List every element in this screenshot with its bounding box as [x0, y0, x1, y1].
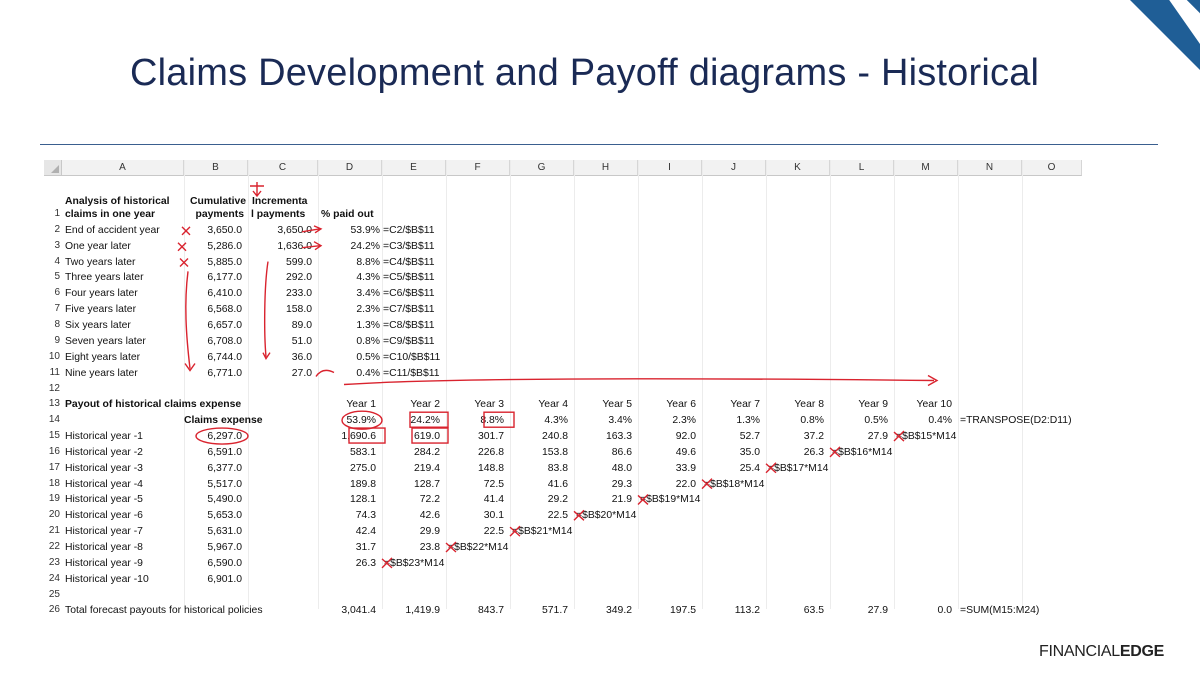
payout-value: 49.6	[675, 446, 696, 458]
incremental-value: 1,636.0	[277, 240, 312, 252]
row-number[interactable]: 1	[54, 208, 60, 219]
pct-formula: =C9/$B$11	[383, 335, 435, 347]
total-value: 197.5	[669, 605, 696, 617]
gridline	[1022, 160, 1023, 609]
row-number[interactable]: 25	[48, 588, 60, 600]
payout-value: 52.7	[739, 431, 760, 443]
historical-year-label: Historical year -5	[65, 494, 143, 506]
column-header[interactable]: B	[184, 160, 248, 176]
payout-value: 42.4	[355, 526, 376, 538]
column-header[interactable]: N	[958, 160, 1022, 176]
historical-year-label: Historical year -3	[65, 462, 143, 474]
pct-row-value: 0.5%	[864, 415, 888, 427]
brand-logo	[1039, 643, 1164, 661]
row-number[interactable]: 17	[48, 461, 60, 473]
payout-formula: =$B$17*M14	[768, 462, 829, 474]
spreadsheet	[44, 160, 1159, 625]
pct-row-value: 3.4%	[608, 415, 632, 427]
year-header: Year 3	[474, 399, 504, 411]
header-analysis-line1: Analysis of historical	[65, 196, 170, 207]
payout-value: 619.0	[413, 431, 440, 443]
gridline	[638, 160, 639, 609]
header-cumulative-line2: payments	[195, 209, 244, 220]
row-number[interactable]: 22	[48, 541, 60, 552]
incremental-value: 158.0	[285, 304, 312, 316]
pct-row-value: 24.2%	[410, 415, 440, 427]
cumulative-value: 3,650.0	[207, 224, 242, 236]
row-label: Four years later	[65, 288, 138, 300]
payout-value: 25.4	[739, 462, 760, 474]
row-number[interactable]: 14	[48, 414, 60, 426]
slide-title: Claims Development and Payoff diagrams - Historical	[130, 52, 1040, 94]
cumulative-value: 6,708.0	[207, 335, 242, 347]
total-value: 27.9	[867, 605, 888, 617]
claims-expense-value: 6,297.0	[207, 431, 242, 443]
total-value: 571.7	[541, 605, 568, 617]
total-value: 63.5	[803, 605, 824, 617]
row-number[interactable]: 7	[54, 303, 60, 315]
payout-value: 31.7	[355, 542, 376, 553]
payout-value: 21.9	[611, 494, 632, 506]
payout-value: 22.5	[547, 510, 568, 522]
payout-value: 33.9	[675, 462, 696, 474]
payout-value: 72.2	[419, 494, 440, 506]
column-header[interactable]: D	[318, 160, 382, 176]
claims-expense-value: 5,517.0	[207, 478, 242, 490]
claims-expense-value: 5,967.0	[207, 542, 242, 553]
total-value: 113.2	[734, 605, 760, 617]
year-header: Year 6	[666, 399, 696, 411]
incremental-value: 89.0	[291, 319, 312, 331]
row-label: Two years later	[65, 256, 136, 268]
payout-value: 41.4	[483, 494, 504, 506]
year-header: Year 1	[346, 399, 376, 411]
row-label: Seven years later	[65, 335, 146, 347]
row-number[interactable]: 4	[54, 255, 60, 267]
historical-year-label: Historical year -8	[65, 542, 143, 553]
cumulative-value: 6,771.0	[207, 367, 242, 379]
historical-year-label: Historical year -4	[65, 478, 143, 490]
historical-year-label: Historical year -10	[65, 573, 149, 585]
payout-value: 26.3	[803, 446, 824, 458]
payout-value: 29.3	[611, 478, 632, 490]
row-number[interactable]: 9	[54, 334, 60, 346]
pct-paid-value: 1.3%	[356, 319, 380, 331]
column-header[interactable]: I	[638, 160, 702, 176]
payout-value: 22.0	[675, 478, 696, 490]
row-label: Six years later	[65, 319, 131, 331]
cumulative-value: 6,568.0	[207, 304, 242, 316]
payout-value: 48.0	[611, 462, 632, 474]
pct-formula: =C2/$B$11	[383, 224, 435, 236]
header-incremental-line2: l payments	[251, 209, 306, 220]
column-header[interactable]: K	[766, 160, 830, 176]
row-number[interactable]: 24	[48, 572, 60, 584]
pct-formula: =C6/$B$11	[383, 288, 435, 300]
pct-paid-value: 4.3%	[356, 272, 380, 284]
cumulative-value: 5,885.0	[207, 256, 242, 268]
pct-paid-value: 0.8%	[356, 335, 380, 347]
payout-value: 74.3	[355, 510, 376, 522]
row-label: One year later	[65, 240, 131, 252]
payout-formula: =$B$15*M14	[896, 431, 957, 443]
payout-formula: =$B$19*M14	[640, 494, 701, 506]
gridline	[894, 160, 895, 609]
pct-row-value: 2.3%	[672, 415, 696, 427]
row-label: Five years later	[65, 304, 137, 316]
row-number[interactable]: 12	[48, 382, 60, 394]
row-number[interactable]: 23	[48, 556, 60, 568]
historical-year-label: Historical year -6	[65, 510, 143, 522]
payout-value: 275.0	[349, 462, 376, 474]
row-label: End of accident year	[65, 224, 160, 236]
year-header: Year 8	[794, 399, 824, 411]
total-value: 349.2	[605, 605, 632, 617]
payout-value: 26.3	[355, 557, 376, 569]
gridline	[510, 160, 511, 609]
payout-value: 92.0	[675, 431, 696, 443]
row-number[interactable]: 26	[48, 604, 60, 616]
row-label: Three years later	[65, 272, 144, 284]
payout-value: 128.7	[413, 478, 440, 490]
total-value: 0.0	[937, 605, 952, 617]
cumulative-value: 6,410.0	[207, 288, 242, 300]
payout-value: 128.1	[349, 494, 376, 506]
pct-row-value: 4.3%	[544, 415, 568, 427]
incremental-value: 36.0	[291, 351, 312, 363]
pct-row-value: 8.8%	[480, 415, 504, 427]
total-label: Total forecast payouts for historical policies	[65, 605, 263, 617]
row-number[interactable]: 3	[54, 239, 60, 251]
header-analysis-line2: claims in one year	[65, 209, 156, 220]
payout-value: 153.8	[541, 446, 568, 458]
total-value: 3,041.4	[341, 605, 376, 617]
payout-value: 189.8	[349, 478, 376, 490]
historical-year-label: Historical year -1	[65, 431, 143, 443]
incremental-value: 51.0	[291, 335, 312, 347]
pct-row-value: 53.9%	[346, 415, 376, 427]
pct-formula: =C5/$B$11	[383, 272, 435, 284]
payout-value: 23.8	[419, 542, 440, 553]
payout-value: 29.2	[547, 494, 568, 506]
pct-formula: =C10/$B$11	[383, 351, 441, 363]
payout-value: 72.5	[483, 478, 504, 490]
claims-expense-value: 6,590.0	[207, 557, 242, 569]
pct-row-value: 1.3%	[736, 415, 760, 427]
payout-value: 226.8	[477, 446, 504, 458]
pct-paid-value: 53.9%	[350, 224, 380, 236]
pct-formula: =C7/$B$11	[383, 304, 435, 316]
cumulative-value: 6,657.0	[207, 319, 242, 331]
title-divider	[40, 144, 1158, 145]
column-header[interactable]: M	[894, 160, 958, 176]
payout-value: 22.5	[483, 526, 504, 538]
header-pct-paid: % paid out	[321, 209, 374, 220]
row-number[interactable]: 10	[48, 350, 60, 362]
historical-year-label: Historical year -7	[65, 526, 143, 538]
payout-value: 27.9	[867, 431, 888, 443]
payout-value: 35.0	[739, 446, 760, 458]
payout-formula: =$B$21*M14	[512, 526, 573, 538]
pct-paid-value: 2.3%	[356, 304, 380, 316]
pct-formula: =C3/$B$11	[383, 240, 435, 252]
year-header: Year 4	[538, 399, 568, 411]
column-header[interactable]: F	[446, 160, 510, 176]
payout-value: 86.6	[611, 446, 632, 458]
claims-expense-value: 6,591.0	[207, 446, 242, 458]
payout-formula: =$B$18*M14	[704, 478, 765, 490]
row-number[interactable]: 13	[48, 398, 60, 410]
payout-value: 284.2	[413, 446, 440, 458]
claims-expense-value: 5,653.0	[207, 510, 242, 522]
payout-formula: =$B$22*M14	[448, 542, 509, 553]
row-number[interactable]: 20	[48, 509, 60, 521]
gridline	[702, 160, 703, 609]
row-number[interactable]: 21	[48, 525, 60, 537]
payout-value: 41.6	[547, 478, 568, 490]
payout-formula: =$B$20*M14	[576, 510, 637, 522]
pct-paid-value: 0.5%	[356, 351, 380, 363]
incremental-value: 599.0	[285, 256, 312, 268]
pct-paid-value: 0.4%	[356, 367, 380, 379]
claims-expense-value: 5,631.0	[207, 526, 242, 538]
brand-text-bold: EDGE	[1119, 643, 1164, 660]
pct-paid-value: 24.2%	[350, 240, 380, 252]
gridline	[830, 160, 831, 609]
incremental-value: 292.0	[285, 272, 312, 284]
payout-formula: =$B$16*M14	[832, 446, 893, 458]
brand-text-light: FINANCIAL	[1038, 643, 1120, 660]
payout-title: Payout of historical claims expense	[65, 399, 242, 411]
gridline	[958, 160, 959, 609]
row-number[interactable]: 2	[54, 223, 60, 235]
payout-value: 1,690.6	[341, 431, 376, 443]
payout-value: 301.7	[477, 431, 504, 443]
row-label: Eight years later	[65, 351, 141, 363]
total-formula: =SUM(M15:M24)	[960, 605, 1040, 617]
row-number[interactable]: 15	[48, 430, 60, 442]
pct-paid-value: 8.8%	[356, 256, 380, 268]
payout-value: 30.1	[483, 510, 504, 522]
cumulative-value: 6,177.0	[207, 272, 242, 284]
payout-value: 29.9	[419, 526, 440, 538]
pct-formula: =C11/$B$11	[383, 367, 440, 379]
claims-expense-label: Claims expense	[184, 415, 263, 427]
row-number[interactable]: 11	[49, 366, 60, 378]
incremental-header-marker	[250, 182, 264, 196]
payout-value: 148.8	[477, 462, 504, 474]
header-cumulative-line1: Cumulative	[190, 196, 247, 207]
cumulative-value: 5,286.0	[207, 240, 242, 252]
payout-value: 163.3	[605, 431, 632, 443]
payout-value: 583.1	[349, 446, 376, 458]
year-header: Year 5	[602, 399, 632, 411]
row-number[interactable]: 19	[48, 493, 60, 505]
year-header: Year 7	[730, 399, 760, 411]
historical-year-label: Historical year -9	[65, 557, 143, 569]
row-number[interactable]: 6	[54, 287, 60, 299]
claims-expense-value: 6,377.0	[207, 462, 242, 474]
historical-year-label: Historical year -2	[65, 446, 143, 458]
column-header[interactable]: H	[574, 160, 638, 176]
row-number[interactable]: 16	[48, 445, 60, 457]
payout-value: 83.8	[547, 462, 568, 474]
pct-paid-value: 3.4%	[356, 288, 380, 300]
transpose-formula: =TRANSPOSE(D2:D11)	[960, 415, 1072, 427]
payout-value: 37.2	[803, 431, 824, 443]
pct-row-value: 0.4%	[928, 415, 952, 427]
row-number[interactable]: 5	[54, 271, 60, 283]
claims-expense-value: 5,490.0	[207, 494, 242, 506]
payout-value: 240.8	[541, 431, 568, 443]
total-value: 843.7	[477, 605, 504, 617]
column-header[interactable]: E	[382, 160, 446, 176]
cumulative-value: 6,744.0	[207, 351, 242, 363]
column-header[interactable]: L	[830, 160, 894, 176]
incremental-value: 3,650.0	[277, 224, 312, 236]
payout-value: 42.6	[419, 510, 440, 522]
header-incremental-line1: Incrementa	[252, 196, 308, 207]
incremental-value: 233.0	[285, 288, 312, 300]
gridline	[766, 160, 767, 609]
column-header[interactable]: O	[1022, 160, 1082, 176]
column-header[interactable]: J	[702, 160, 766, 176]
gridline	[574, 160, 575, 609]
column-header[interactable]: A	[62, 160, 184, 176]
payout-value: 219.4	[413, 462, 440, 474]
row-number[interactable]: 18	[48, 477, 60, 489]
year-header: Year 2	[410, 399, 440, 411]
year-header: Year 9	[858, 399, 888, 411]
row-number[interactable]: 8	[54, 318, 60, 330]
claims-expense-value: 6,901.0	[207, 573, 242, 585]
column-header[interactable]: C	[248, 160, 318, 176]
select-all-corner[interactable]	[44, 160, 62, 176]
incremental-value: 27.0	[291, 367, 312, 379]
year-header: Year 10	[916, 399, 952, 411]
pct-formula: =C8/$B$11	[383, 319, 435, 331]
pct-formula: =C4/$B$11	[383, 256, 435, 268]
column-header[interactable]: G	[510, 160, 574, 176]
total-value: 1,419.9	[405, 605, 440, 617]
payout-formula: =$B$23*M14	[384, 557, 445, 569]
pct-row-value: 0.8%	[800, 415, 824, 427]
row-label: Nine years later	[65, 367, 138, 379]
gridline	[446, 160, 447, 609]
